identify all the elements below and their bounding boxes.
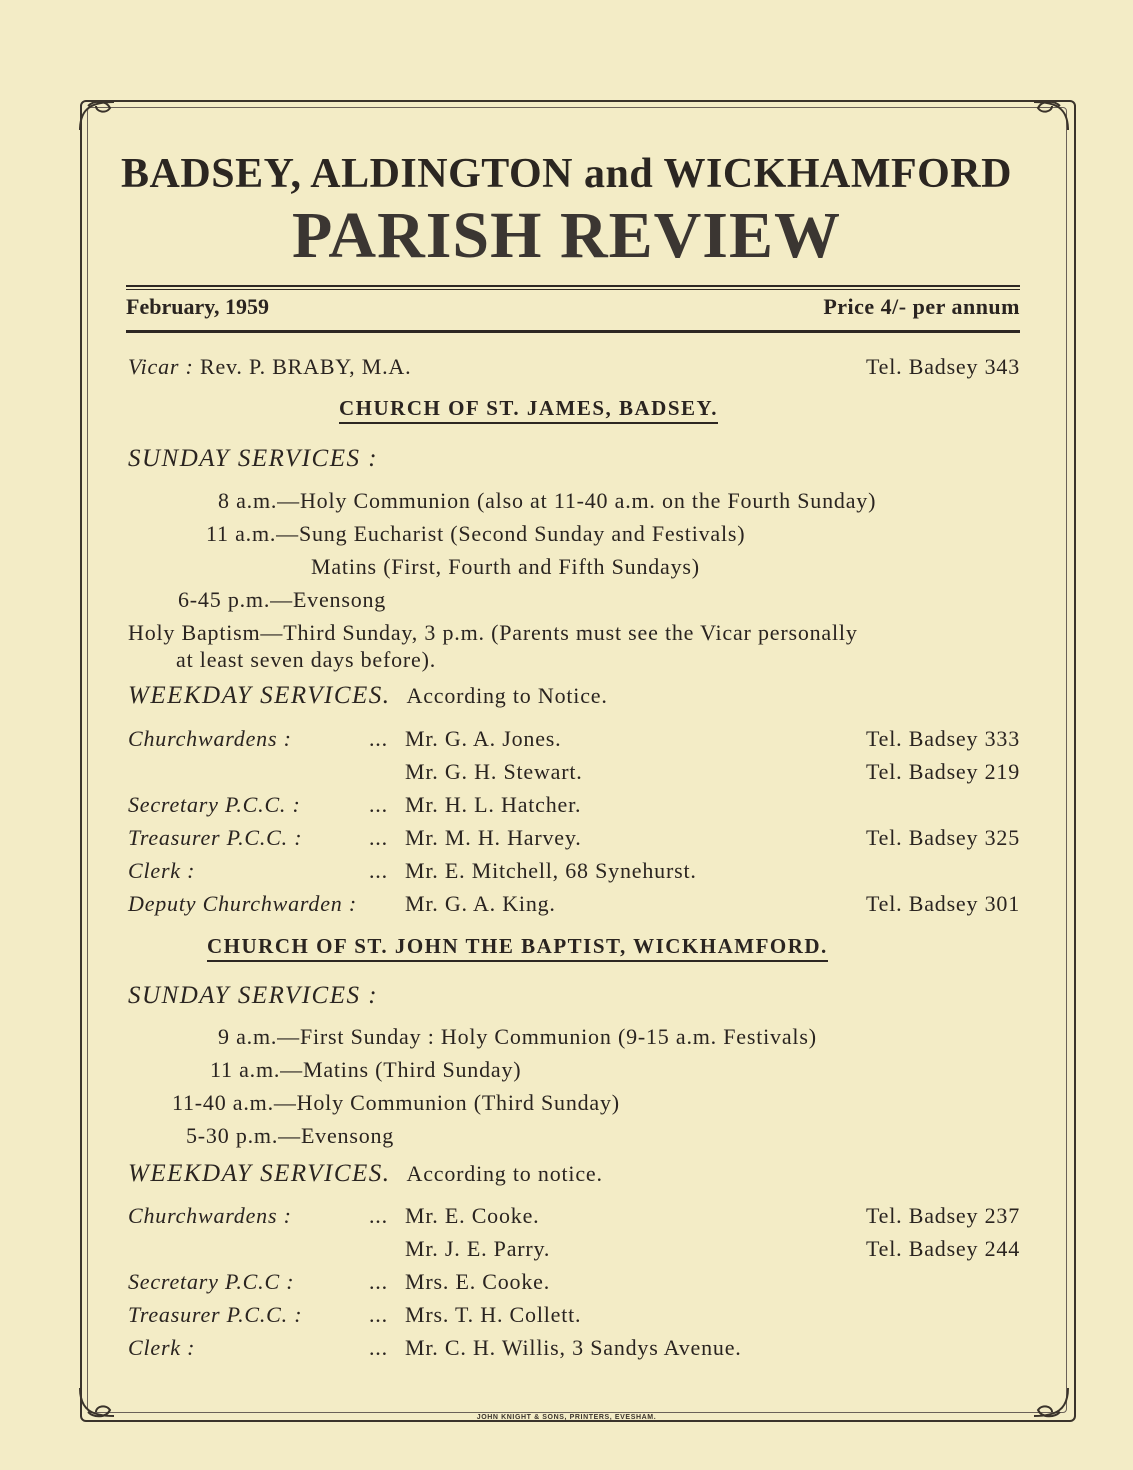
wickhamford-service-4: 5-30 p.m.—Evensong [186, 1123, 395, 1148]
badsey-officer-role: Treasurer P.C.C. : [128, 825, 303, 850]
wickhamford-weekday-note: According to notice. [406, 1161, 603, 1186]
wickhamford-service-2: 11 a.m.—Matins (Third Sunday) [210, 1057, 522, 1082]
masthead-rule-top-thin [126, 289, 1020, 290]
badsey-officer-dots: ... [369, 792, 388, 817]
vicar-line [128, 354, 411, 380]
wickhamford-officer-dots: ... [369, 1269, 388, 1294]
wickhamford-officer-role: Clerk : [128, 1335, 196, 1360]
badsey-service-2: 11 a.m.—Sung Eucharist (Second Sunday and Festivals) [206, 521, 746, 546]
wickhamford-service-1: 9 a.m.—First Sunday : Holy Communion (9-15 a.m. Festivals) [218, 1024, 817, 1049]
badsey-weekday-note: According to Notice. [406, 683, 608, 708]
vicar-label: Vicar : [128, 354, 194, 379]
badsey-officer-tel: Tel. Badsey 301 [865, 891, 1020, 916]
wickhamford-officer-name: Mrs. T. H. Collett. [405, 1302, 582, 1327]
badsey-sunday-label: SUNDAY SERVICES : [128, 445, 379, 472]
wickhamford-officer-name: Mr. E. Cooke. [405, 1203, 540, 1228]
badsey-officer-dots: ... [369, 825, 388, 850]
badsey-officer-name: Mr. H. L. Hatcher. [405, 792, 582, 817]
badsey-officer-name: Mr. G. A. King. [405, 891, 556, 916]
badsey-officer-dots: ... [369, 858, 388, 883]
masthead-title: PARISH REVIEW [291, 199, 842, 272]
badsey-officer-role: Clerk : [128, 858, 196, 883]
badsey-weekday-label: WEEKDAY SERVICES. [128, 682, 391, 709]
corner-ornament-top-left [74, 96, 134, 136]
wickhamford-officer-dots: ... [369, 1335, 388, 1360]
wickhamford-weekday [128, 1160, 603, 1188]
masthead-parishes: BADSEY, ALDINGTON and WICKHAMFORD [121, 151, 1012, 197]
masthead-rule-bottom [126, 330, 1020, 333]
badsey-baptism-line2: at least seven days before). [176, 647, 437, 672]
wickhamford-officer-name: Mr. J. E. Parry. [405, 1236, 551, 1261]
wickhamford-officer-tel: Tel. Badsey 244 [865, 1236, 1020, 1261]
badsey-baptism-line1: Holy Baptism—Third Sunday, 3 p.m. (Parents must see the Vicar personally [128, 620, 858, 645]
badsey-officer-tel: Tel. Badsey 219 [865, 759, 1020, 784]
wickhamford-officer-role: Churchwardens : [128, 1203, 292, 1228]
badsey-service-3: Matins (First, Fourth and Fifth Sundays) [311, 554, 700, 579]
wickhamford-weekday-label: WEEKDAY SERVICES. [128, 1160, 391, 1187]
issue-date: February, 1959 [126, 294, 269, 319]
badsey-officer-name: Mr. M. H. Harvey. [405, 825, 582, 850]
wickhamford-sunday-label: SUNDAY SERVICES : [128, 982, 379, 1009]
vicar-name: Rev. P. BRABY, M.A. [199, 354, 412, 379]
wickhamford-officer-name: Mrs. E. Cooke. [405, 1269, 551, 1294]
wickhamford-officer-name: Mr. C. H. Willis, 3 Sandys Avenue. [405, 1335, 742, 1360]
wickhamford-officer-dots: ... [369, 1302, 388, 1327]
masthead-rule-top [126, 285, 1020, 287]
badsey-officer-name: Mr. G. A. Jones. [405, 726, 562, 751]
badsey-officer-tel: Tel. Badsey 333 [865, 726, 1020, 751]
corner-ornament-top-right [1014, 96, 1074, 136]
badsey-heading: CHURCH OF ST. JAMES, BADSEY. [339, 396, 718, 424]
badsey-officer-role: Deputy Churchwarden : [128, 891, 358, 916]
badsey-officer-role: Churchwardens : [128, 726, 292, 751]
badsey-officer-name: Mr. G. H. Stewart. [405, 759, 583, 784]
printer-imprint: JOHN KNIGHT & SONS, PRINTERS, EVESHAM. [476, 1414, 657, 1421]
badsey-officer-dots: ... [369, 726, 388, 751]
badsey-officer-name: Mr. E. Mitchell, 68 Synehurst. [405, 858, 697, 883]
wickhamford-officer-tel: Tel. Badsey 237 [865, 1203, 1020, 1228]
badsey-service-1: 8 a.m.—Holy Communion (also at 11-40 a.m. on the Fourth Sunday) [218, 488, 877, 513]
wickhamford-heading: CHURCH OF ST. JOHN THE BAPTIST, WICKHAMFORD. [207, 934, 828, 962]
badsey-officer-role: Secretary P.C.C. : [128, 792, 301, 817]
wickhamford-service-3: 11-40 a.m.—Holy Communion (Third Sunday) [172, 1090, 620, 1115]
wickhamford-officer-role: Secretary P.C.C : [128, 1269, 295, 1294]
badsey-weekday [128, 682, 608, 710]
wickhamford-officer-role: Treasurer P.C.C. : [128, 1302, 303, 1327]
vicar-tel: Tel. Badsey 343 [865, 354, 1020, 379]
badsey-officer-tel: Tel. Badsey 325 [865, 825, 1020, 850]
wickhamford-officer-dots: ... [369, 1203, 388, 1228]
badsey-service-4: 6-45 p.m.—Evensong [178, 587, 387, 612]
issue-price: Price 4/- per annum [823, 294, 1020, 319]
